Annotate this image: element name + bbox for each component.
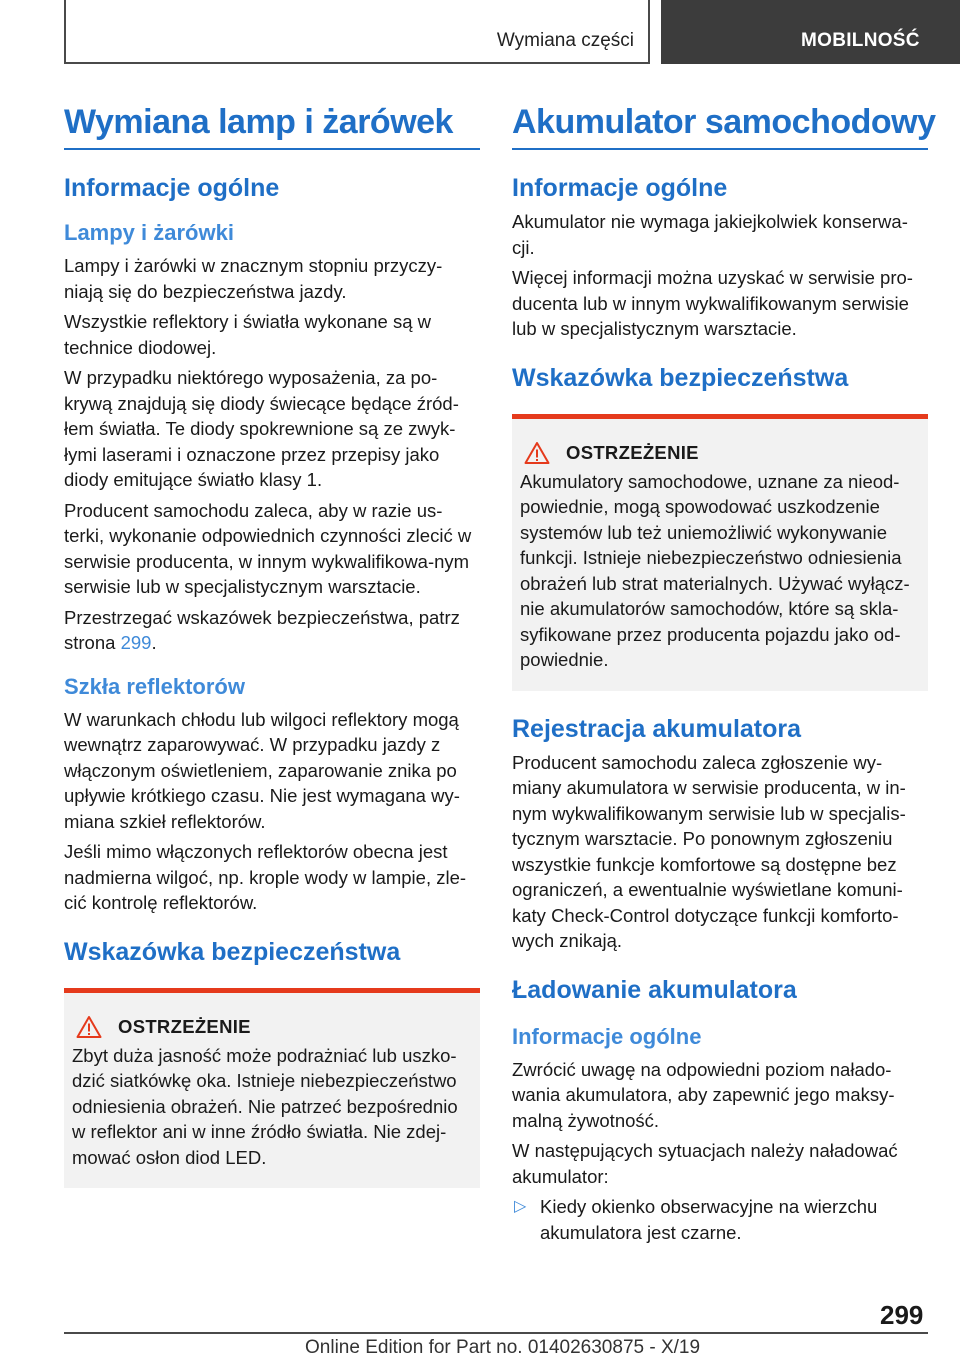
charging-paragraph-2: W następujących sytuacjach należy naładować akumulator: (512, 1140, 898, 1187)
left-warning-title-text: OSTRZEŻENIE (118, 1015, 251, 1037)
left-warning-title (72, 1015, 472, 1039)
right-warning-box (512, 414, 928, 691)
charging-heading: Ładowanie akumulatora (512, 975, 797, 1004)
charging-paragraph-1: Zwrócić uwagę na odpowiedni poziom nałado-wania akumulatora, aby zapewnić jego maksy-malną żywotność. (512, 1058, 895, 1131)
battery-general-paragraph-2: Więcej informacji można uzyskać w serwisie pro-ducenta lub w innym wykwalifikowanym serwisie lub w specjalistycznym warsztacie. (512, 267, 913, 339)
right-warning-title-text: OSTRZEŻENIE (566, 441, 699, 463)
charging-subheading: Informacje ogólne (512, 1023, 702, 1049)
lamps-paragraph-3: W przypadku niektórego wyposażenia, za po-krywą znajdują się diody świecące będące źród-łem światła. Te diody spokrewnione są ze zwyk-łymi laserami i oznaczone przez przepisy jako diody emitujące światło klasy 1. (64, 367, 459, 490)
right-column (512, 100, 936, 1245)
page-number: 299 (880, 1300, 924, 1330)
left-safety-heading: Wskazówka bezpieczeństwa (64, 937, 401, 966)
page-reference-link[interactable]: 299 (120, 632, 152, 653)
lamps-paragraph-4: Producent samochodu zaleca, aby w razie us-terki, wykonanie odpowiednich czynności zlecić w serwisie producenta, w innym wykwalifikowa-nym serwisie lub w specjalistycznym warsztacie. (64, 499, 472, 597)
right-safety-heading: Wskazówka bezpieczeństwa (512, 363, 849, 392)
list-item-text: Kiedy okienko obserwacyjne na wierzchu akumulatora jest czarne. (540, 1196, 878, 1243)
right-warning-text: Akumulatory samochodowe, uznane za nieod-powiednie, mogą spowodować uszkodzenie systemów lub też uniemożliwić wykonywanie funkcji. Istnieje niebezpieczeństwo odniesienia obrażeń lub strat materialnych. Używać wyłącz-nie akumulatorów samochodów, które są skla-syfikowane przez producenta pojazdu jako od-powiednie. (520, 470, 910, 670)
right-warning-title (520, 441, 920, 465)
registration-paragraph: Producent samochodu zaleca zgłoszenie wy-miany akumulatora w serwisie producenta, w in-nym wykwalifikowanym serwisie lub w specjalis-tycznym warsztacie. Po ponownym zgłoszeniu wszystkie funkcje komfortowe są dostępne bez ograniczeń, a ewentualnie wyświetlane komuni-katy Check-Control dotyczące funkcji komforto-wych znikają. (512, 751, 906, 951)
registration-heading: Rejestracja akumulatora (512, 714, 802, 743)
left-warning-text: Zbyt duża jasność może podrażniać lub uszko-dzić siatkówkę oka. Istnieje niebezpieczeństwo odniesienia obrażeń. Nie patrzeć bezpośrednio w reflektor ani w inne źródło światła. Nie zdej-mować osłon diod LED. (72, 1044, 458, 1168)
lamps-paragraph-5 (64, 605, 480, 656)
right-page-title: Akumulator samochodowy (512, 100, 928, 150)
header-section-tab (64, 0, 650, 64)
lamps-paragraph-1: Lampy i żarówki w znacznym stopniu przyczy-niają się do bezpieczeństwa jazdy. (64, 255, 443, 302)
left-page-title: Wymiana lamp i żarówek (64, 100, 480, 150)
warning-triangle-icon (524, 441, 550, 465)
right-general-heading: Informacje ogólne (512, 174, 728, 202)
lamps-paragraph-2: Wszystkie reflektory i światła wykonane są w technice diodowej. (64, 311, 432, 358)
lamps-paragraph-5-text: Przestrzegać wskazówek bezpieczeństwa, patrz strona (64, 606, 460, 653)
lamps-heading: Lampy i żarówki (64, 220, 234, 245)
left-general-heading: Informacje ogólne (64, 174, 280, 202)
header-section-label: Wymiana części (496, 30, 634, 51)
glass-paragraph-1: W warunkach chłodu lub wilgoci reflektory mogą wewnątrz zaparowywać. W przypadku jazdy z włączonym oświetleniem, zaparowanie znika po upływie krótkiego czasu. Nie jest wymagana wy-miana szkieł reflektorów. (64, 708, 460, 832)
header-chapter-tab (661, 0, 960, 64)
lamps-paragraph-5-end: . (151, 632, 157, 653)
glass-paragraph-2: Jeśli mimo włączonych reflektorów obecna jest nadmierna wilgoć, np. krople wody w lampie, zle-cić kontrolę reflektorów. (64, 841, 467, 913)
left-warning-box (64, 988, 480, 1189)
footer-edition-text: Online Edition for Part no. 01402630875 - X/19 (305, 1337, 701, 1358)
warning-triangle-icon (76, 1015, 102, 1039)
list-bullet-icon: ▷ (514, 1198, 527, 1215)
battery-general-paragraph-1: Akumulator nie wymaga jakiejkolwiek konserwa-cji. (512, 211, 908, 258)
footer-divider (64, 1332, 928, 1334)
header-chapter-label: MOBILNOŚĆ (801, 30, 920, 51)
glass-heading: Szkła reflektorów (64, 673, 245, 699)
left-column (64, 100, 480, 1188)
list-item (512, 1194, 928, 1245)
